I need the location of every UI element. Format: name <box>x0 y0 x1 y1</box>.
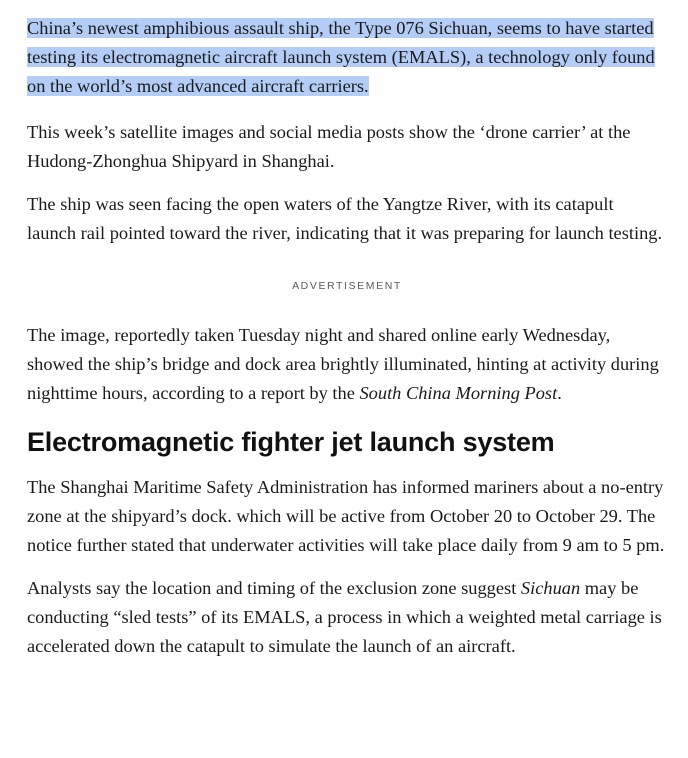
paragraph-image-report <box>27 321 667 408</box>
text-selection-highlight[interactable]: China’s newest amphibious assault ship, the Type 076 Sichuan, seems to have started testing its electromagnetic aircraft launch system (EMALS), a technology only found on the world’s most advanced aircraft carriers. <box>27 18 655 96</box>
paragraph-maritime-notice: The Shanghai Maritime Safety Administration has informed mariners about a no-entry zone at the shipyard’s dock. which will be active from October 20 to October 29. The notice further stated that underwater activities will take place daily from 9 am to 5 pm. <box>27 477 665 555</box>
source-name: South China Morning Post <box>359 383 558 403</box>
paragraph-image-report-text: The image, reportedly taken Tuesday night and shared online early Wednesday, showed the ship’s bridge and dock area brightly illuminated, hinting at activity during nighttime hours, according to a report by the <box>27 325 659 403</box>
paragraph-intro[interactable] <box>27 14 667 101</box>
paragraph-analysts-end: may be conducting “sled tests” of its EMALS, a process in which a weighted metal carriage is accelerated down the catapult to simulate the launch of an aircraft. <box>27 578 662 656</box>
article-body <box>27 14 667 661</box>
paragraph-analysts-start: Analysts say the location and timing of the exclusion zone suggest <box>27 578 521 598</box>
advertisement-label: ADVERTISEMENT <box>292 280 402 292</box>
paragraph-satellite-images: This week’s satellite images and social media posts show the ‘drone carrier’ at the Hudong-Zhonghua Shipyard in Shanghai. <box>27 122 631 171</box>
paragraph-yangtze: The ship was seen facing the open waters of the Yangtze River, with its catapult launch rail pointed toward the river, indicating that it was preparing for launch testing. <box>27 194 663 243</box>
paragraph-analysts <box>27 574 667 661</box>
paragraph-image-report-end: . <box>557 383 562 403</box>
section-heading: Electromagnetic fighter jet launch system <box>27 427 555 457</box>
ship-name: Sichuan <box>520 578 581 598</box>
